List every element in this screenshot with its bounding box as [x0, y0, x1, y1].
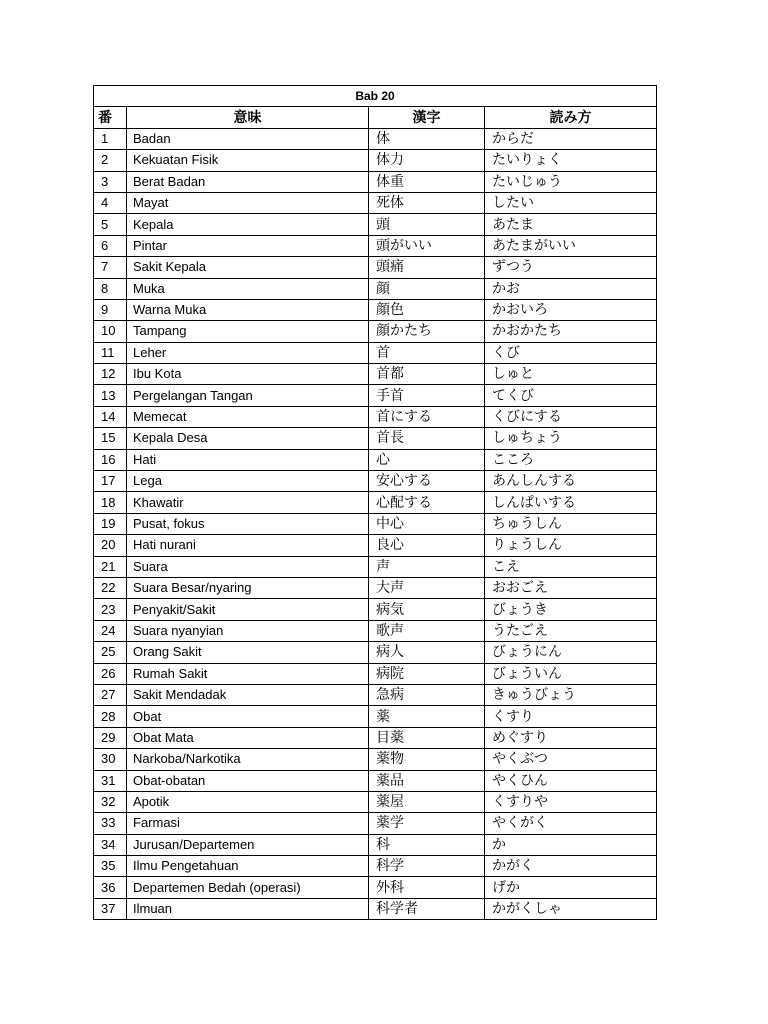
row-meaning: Obat: [127, 706, 369, 727]
row-kanji: 科学者: [369, 898, 485, 919]
header-kanji: 漢字: [369, 107, 485, 128]
row-number: 5: [94, 214, 127, 235]
header-number: 番: [94, 107, 127, 128]
row-kanji: 急病: [369, 684, 485, 705]
row-kanji: 科学: [369, 856, 485, 877]
row-meaning: Rumah Sakit: [127, 663, 369, 684]
table-row: [94, 834, 657, 855]
row-number: 8: [94, 278, 127, 299]
table-row: [94, 471, 657, 492]
row-meaning: Badan: [127, 128, 369, 149]
row-meaning: Hati nurani: [127, 535, 369, 556]
row-kanji: 顔色: [369, 299, 485, 320]
row-kanji: 薬物: [369, 749, 485, 770]
row-meaning: Ilmu Pengetahuan: [127, 856, 369, 877]
row-meaning: Departemen Bedah (operasi): [127, 877, 369, 898]
row-reading: ちゅうしん: [485, 513, 657, 534]
table-row: [94, 813, 657, 834]
table-row: [94, 877, 657, 898]
row-number: 27: [94, 684, 127, 705]
row-meaning: Obat-obatan: [127, 770, 369, 791]
table-row: [94, 364, 657, 385]
table-row: [94, 706, 657, 727]
row-number: 7: [94, 257, 127, 278]
row-number: 12: [94, 364, 127, 385]
title-row: [94, 86, 657, 107]
row-meaning: Suara Besar/nyaring: [127, 577, 369, 598]
row-kanji: 心: [369, 449, 485, 470]
row-kanji: 手首: [369, 385, 485, 406]
row-meaning: Ilmuan: [127, 898, 369, 919]
row-kanji: 安心する: [369, 471, 485, 492]
row-reading: くすりや: [485, 791, 657, 812]
row-reading: かがく: [485, 856, 657, 877]
row-reading: やくぶつ: [485, 749, 657, 770]
table-row: [94, 428, 657, 449]
row-reading: やくがく: [485, 813, 657, 834]
row-reading: びょうき: [485, 599, 657, 620]
row-number: 26: [94, 663, 127, 684]
table-row: [94, 321, 657, 342]
row-meaning: Obat Mata: [127, 727, 369, 748]
row-reading: したい: [485, 192, 657, 213]
row-meaning: Pusat, fokus: [127, 513, 369, 534]
row-meaning: Mayat: [127, 192, 369, 213]
row-meaning: Penyakit/Sakit: [127, 599, 369, 620]
row-number: 15: [94, 428, 127, 449]
row-meaning: Kepala Desa: [127, 428, 369, 449]
row-kanji: 良心: [369, 535, 485, 556]
row-meaning: Jurusan/Departemen: [127, 834, 369, 855]
row-reading: びょういん: [485, 663, 657, 684]
row-kanji: 頭がいい: [369, 235, 485, 256]
row-reading: しんぱいする: [485, 492, 657, 513]
row-reading: びょうにん: [485, 642, 657, 663]
row-number: 10: [94, 321, 127, 342]
table-row: [94, 684, 657, 705]
header-row: [94, 107, 657, 128]
header-reading: 読み方: [485, 107, 657, 128]
table-row: [94, 898, 657, 919]
row-number: 30: [94, 749, 127, 770]
vocabulary-table: [93, 85, 657, 920]
row-number: 21: [94, 556, 127, 577]
table-row: [94, 171, 657, 192]
table-row: [94, 192, 657, 213]
row-reading: りょうしん: [485, 535, 657, 556]
row-number: 32: [94, 791, 127, 812]
row-reading: しゅと: [485, 364, 657, 385]
row-reading: めぐすり: [485, 727, 657, 748]
row-kanji: 顔: [369, 278, 485, 299]
row-kanji: 顔かたち: [369, 321, 485, 342]
vocabulary-sheet: [93, 85, 656, 920]
table-row: [94, 791, 657, 812]
row-reading: からだ: [485, 128, 657, 149]
table-row: [94, 214, 657, 235]
row-reading: やくひん: [485, 770, 657, 791]
row-number: 29: [94, 727, 127, 748]
row-meaning: Memecat: [127, 406, 369, 427]
row-kanji: 首都: [369, 364, 485, 385]
table-body: [94, 128, 657, 919]
row-kanji: 体: [369, 128, 485, 149]
row-number: 18: [94, 492, 127, 513]
row-reading: あたまがいい: [485, 235, 657, 256]
row-reading: くびにする: [485, 406, 657, 427]
row-reading: くすり: [485, 706, 657, 727]
row-number: 35: [94, 856, 127, 877]
row-reading: おおごえ: [485, 577, 657, 598]
row-kanji: 首長: [369, 428, 485, 449]
row-reading: あんしんする: [485, 471, 657, 492]
row-meaning: Kekuatan Fisik: [127, 150, 369, 171]
row-reading: げか: [485, 877, 657, 898]
header-meaning: 意味: [127, 107, 369, 128]
row-kanji: 外科: [369, 877, 485, 898]
row-kanji: 科: [369, 834, 485, 855]
row-meaning: Sakit Mendadak: [127, 684, 369, 705]
table-row: [94, 150, 657, 171]
row-meaning: Orang Sakit: [127, 642, 369, 663]
row-meaning: Hati: [127, 449, 369, 470]
row-number: 25: [94, 642, 127, 663]
row-meaning: Pintar: [127, 235, 369, 256]
row-meaning: Lega: [127, 471, 369, 492]
row-reading: かがくしゃ: [485, 898, 657, 919]
table-row: [94, 856, 657, 877]
row-number: 17: [94, 471, 127, 492]
row-kanji: 薬学: [369, 813, 485, 834]
row-reading: か: [485, 834, 657, 855]
row-kanji: 体重: [369, 171, 485, 192]
row-meaning: Sakit Kepala: [127, 257, 369, 278]
row-number: 31: [94, 770, 127, 791]
table-row: [94, 235, 657, 256]
table-row: [94, 128, 657, 149]
row-number: 14: [94, 406, 127, 427]
row-kanji: 死体: [369, 192, 485, 213]
row-meaning: Tampang: [127, 321, 369, 342]
row-number: 9: [94, 299, 127, 320]
table-row: [94, 449, 657, 470]
table-row: [94, 749, 657, 770]
row-number: 2: [94, 150, 127, 171]
row-number: 19: [94, 513, 127, 534]
row-reading: うたごえ: [485, 620, 657, 641]
table-row: [94, 770, 657, 791]
row-meaning: Suara: [127, 556, 369, 577]
row-kanji: 首: [369, 342, 485, 363]
row-kanji: 中心: [369, 513, 485, 534]
row-meaning: Berat Badan: [127, 171, 369, 192]
row-meaning: Suara nyanyian: [127, 620, 369, 641]
row-kanji: 歌声: [369, 620, 485, 641]
table-title: Bab 20: [94, 86, 657, 107]
row-number: 13: [94, 385, 127, 406]
row-number: 28: [94, 706, 127, 727]
row-reading: あたま: [485, 214, 657, 235]
row-reading: たいじゅう: [485, 171, 657, 192]
row-number: 4: [94, 192, 127, 213]
row-kanji: 病院: [369, 663, 485, 684]
row-kanji: 声: [369, 556, 485, 577]
row-number: 11: [94, 342, 127, 363]
row-number: 3: [94, 171, 127, 192]
row-kanji: 目薬: [369, 727, 485, 748]
row-kanji: 大声: [369, 577, 485, 598]
row-kanji: 病気: [369, 599, 485, 620]
row-number: 22: [94, 577, 127, 598]
row-number: 37: [94, 898, 127, 919]
row-meaning: Farmasi: [127, 813, 369, 834]
row-kanji: 体力: [369, 150, 485, 171]
table-row: [94, 492, 657, 513]
row-reading: くび: [485, 342, 657, 363]
table-row: [94, 727, 657, 748]
row-kanji: 薬品: [369, 770, 485, 791]
table-row: [94, 620, 657, 641]
row-meaning: Muka: [127, 278, 369, 299]
row-reading: てくび: [485, 385, 657, 406]
row-reading: かおかたち: [485, 321, 657, 342]
row-reading: こえ: [485, 556, 657, 577]
row-meaning: Khawatir: [127, 492, 369, 513]
row-number: 36: [94, 877, 127, 898]
table-row: [94, 278, 657, 299]
table-row: [94, 663, 657, 684]
row-meaning: Narkoba/Narkotika: [127, 749, 369, 770]
table-row: [94, 406, 657, 427]
table-row: [94, 385, 657, 406]
row-kanji: 頭痛: [369, 257, 485, 278]
table-row: [94, 642, 657, 663]
row-meaning: Apotik: [127, 791, 369, 812]
row-number: 23: [94, 599, 127, 620]
table-row: [94, 342, 657, 363]
row-reading: こころ: [485, 449, 657, 470]
row-number: 1: [94, 128, 127, 149]
table-row: [94, 556, 657, 577]
row-reading: しゅちょう: [485, 428, 657, 449]
row-number: 20: [94, 535, 127, 556]
table-row: [94, 257, 657, 278]
row-reading: たいりょく: [485, 150, 657, 171]
table-row: [94, 599, 657, 620]
table-row: [94, 535, 657, 556]
row-meaning: Pergelangan Tangan: [127, 385, 369, 406]
row-reading: かおいろ: [485, 299, 657, 320]
row-reading: かお: [485, 278, 657, 299]
row-number: 16: [94, 449, 127, 470]
row-number: 6: [94, 235, 127, 256]
table-row: [94, 299, 657, 320]
row-kanji: 病人: [369, 642, 485, 663]
row-reading: ずつう: [485, 257, 657, 278]
row-reading: きゅうびょう: [485, 684, 657, 705]
row-meaning: Ibu Kota: [127, 364, 369, 385]
table-row: [94, 513, 657, 534]
row-number: 24: [94, 620, 127, 641]
row-number: 33: [94, 813, 127, 834]
row-kanji: 心配する: [369, 492, 485, 513]
row-kanji: 薬: [369, 706, 485, 727]
row-number: 34: [94, 834, 127, 855]
row-meaning: Leher: [127, 342, 369, 363]
table-row: [94, 577, 657, 598]
row-kanji: 首にする: [369, 406, 485, 427]
row-meaning: Kepala: [127, 214, 369, 235]
row-kanji: 頭: [369, 214, 485, 235]
row-meaning: Warna Muka: [127, 299, 369, 320]
row-kanji: 薬屋: [369, 791, 485, 812]
